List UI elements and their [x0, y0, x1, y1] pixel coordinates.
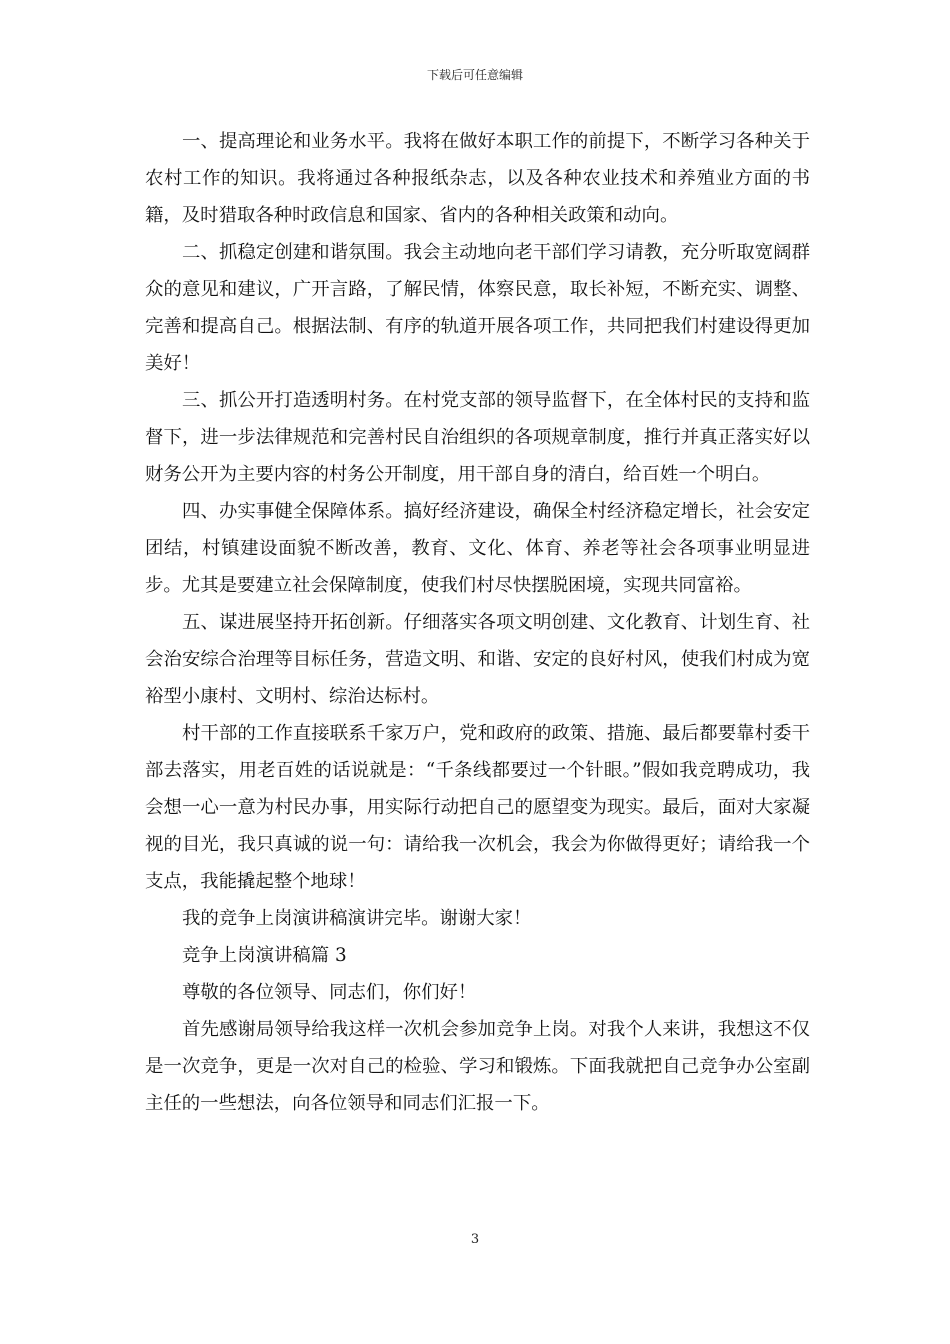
document-body: [145, 123, 810, 1122]
paragraph-4: 四、办实事健全保障体系。搞好经济建设，确保全村经济稳定增长，社会安定团结，村镇建设面貌不断改善，教育、文化、体育、养老等社会各项事业明显进步。尤其是要建立社会保障制度，使我们村尽快摆脱困境，实现共同富裕。: [145, 501, 810, 596]
page-header: 下载后可任意编辑: [426, 68, 523, 82]
page-number: 3: [470, 1232, 480, 1247]
paragraph-intro: 首先感谢局领导给我这样一次机会参加竞争上岗。对我个人来讲，我想这不仅是一次竞争，更是一次对自己的检验、学习和锻炼。下面我就把自己竞争办公室副主任的一些想法，向各位领导和同志们汇报一下。: [145, 1019, 810, 1114]
paragraph-1: 一、提高理论和业务水平。我将在做好本职工作的前提下，不断学习各种关于农村工作的知识。我将通过各种报纸杂志，以及各种农业技术和养殖业方面的书籍，及时猎取各种时政信息和国家、省内的各种相关政策和动向。: [145, 131, 810, 226]
paragraph-3: 三、抓公开打造透明村务。在村党支部的领导监督下，在全体村民的支持和监督下，进一步法律规范和完善村民自治组织的各项规章制度，推行并真正落实好以财务公开为主要内容的村务公开制度，用干部自身的清白，给百姓一个明白。: [145, 390, 810, 485]
salutation: 尊敬的各位领导、同志们，你们好！: [182, 982, 477, 1003]
section-title: 竞争上岗演讲稿篇 3: [182, 945, 347, 966]
paragraph-closing: 我的竞争上岗演讲稿演讲完毕。谢谢大家！: [182, 908, 532, 929]
paragraph-2: 二、抓稳定创建和谐氛围。我会主动地向老干部们学习请教，充分听取宽阔群众的意见和建议，广开言路，了解民情，体察民意，取长补短，不断充实、调整、完善和提高自己。根据法制、有序的轨道开展各项工作，共同把我们村建设得更加美好！: [145, 242, 810, 374]
paragraph-5: 五、谋进展坚持开拓创新。仔细落实各项文明创建、文化教育、计划生育、社会治安综合治理等目标任务，营造文明、和谐、安定的良好村风，使我们村成为宽裕型小康村、文明村、综治达标村。: [145, 612, 810, 707]
paragraph-6: 村干部的工作直接联系千家万户，党和政府的政策、措施、最后都要靠村委干部去落实，用老百姓的话说就是：“千条线都要过一个针眼。”假如我竞聘成功，我会想一心一意为村民办事，用实际行动把自己的愿望变为现实。最后，面对大家凝视的目光，我只真诚的说一句：请给我一次机会，我会为你做得更好；请给我一个支点，我能撬起整个地球！: [145, 723, 810, 892]
